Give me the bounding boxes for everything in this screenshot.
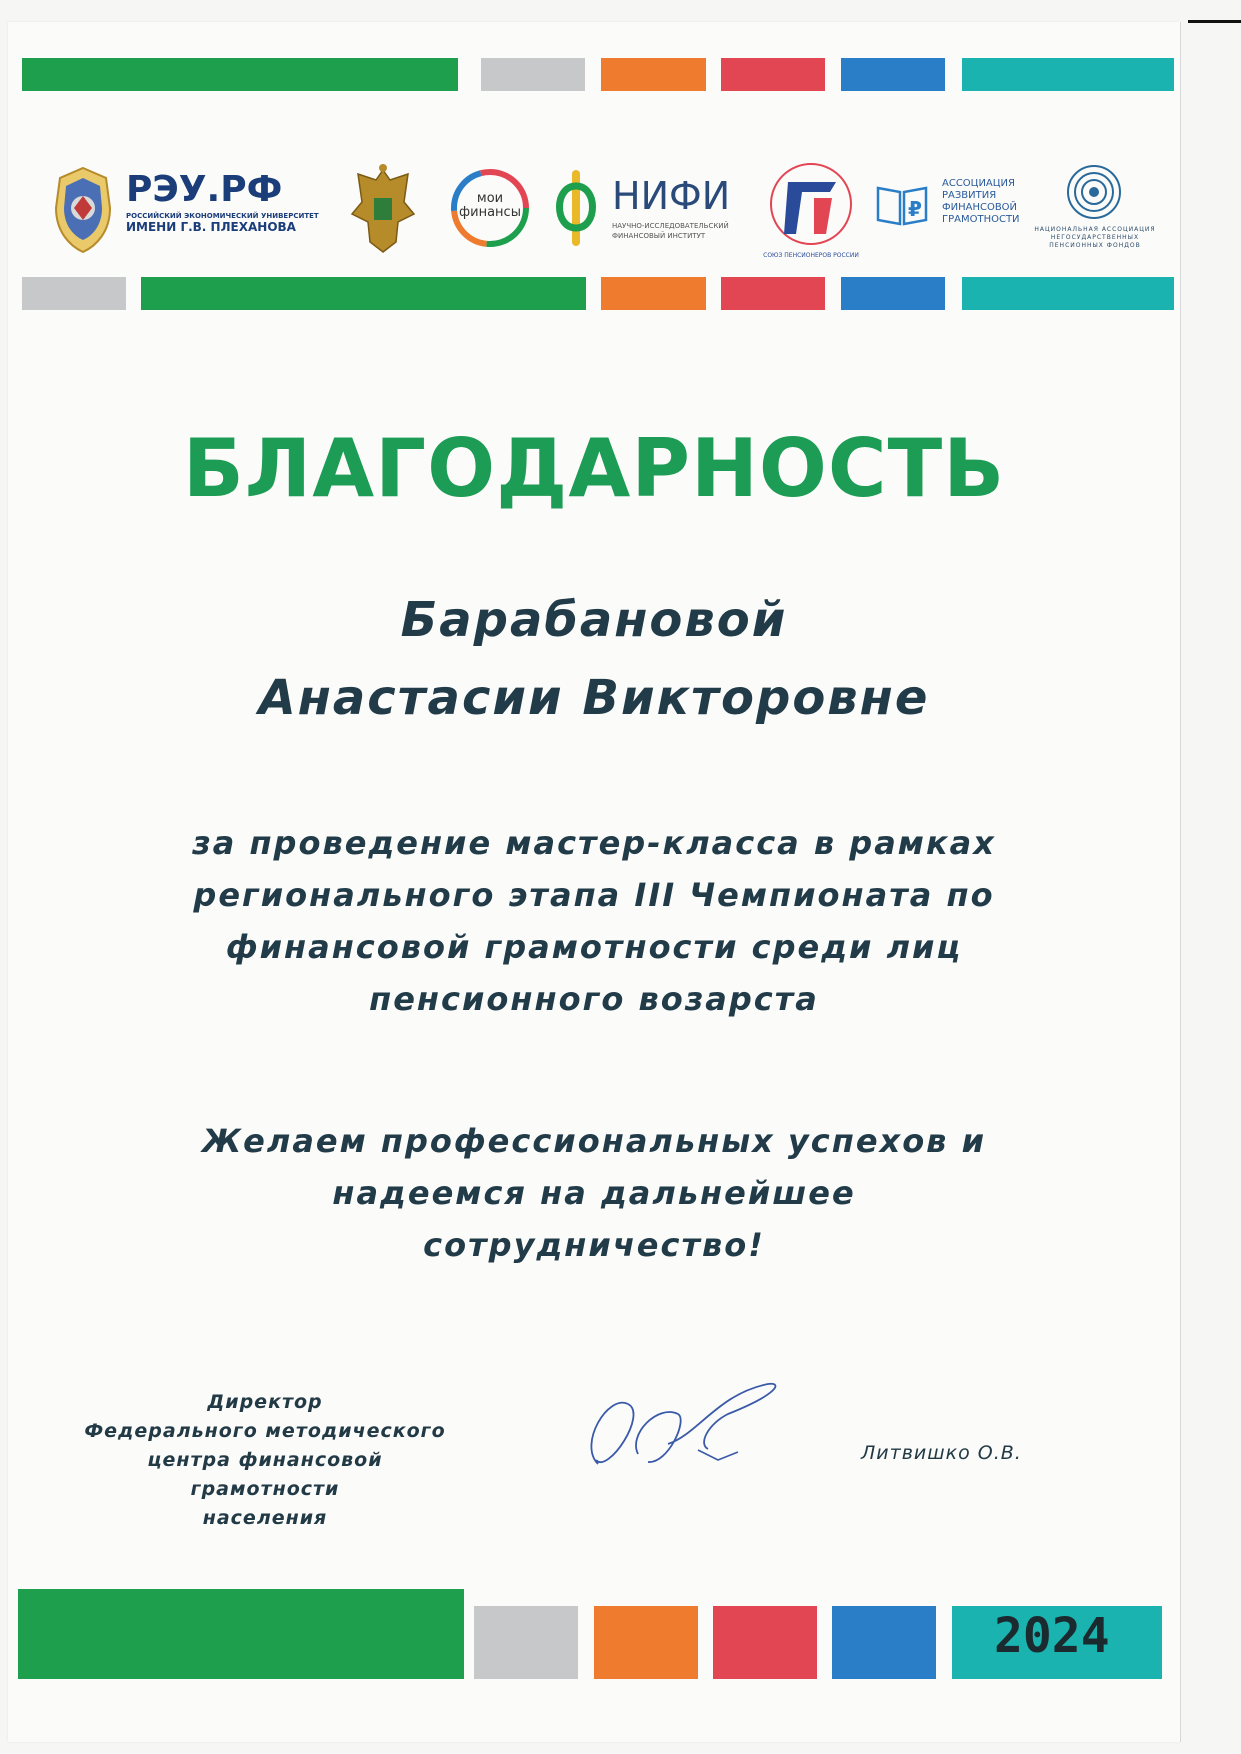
certificate-sheet <box>8 22 1180 1742</box>
napf-line-3: ПЕНСИОННЫХ ФОНДОВ <box>1049 242 1141 249</box>
signer-position-line-3: центра финансовой грамотности <box>147 1449 383 1500</box>
reu-subtitle-1: РОССИЙСКИЙ ЭКОНОМИЧЕСКИЙ УНИВЕРСИТЕТ <box>126 212 319 220</box>
top-bar-green <box>22 58 458 91</box>
reason-line-1: за проведение мастер-класса в рамках <box>192 824 996 862</box>
napf-line-2: НЕГОСУДАРСТВЕННЫХ <box>1050 234 1140 241</box>
association-logo <box>874 178 1034 248</box>
reu-subtitle-2: ИМЕНИ Г.В. ПЛЕХАНОВА <box>126 220 296 234</box>
napf-spiral-icon <box>1064 162 1124 222</box>
reason-line-4: пенсионного возарста <box>369 980 819 1018</box>
top-bar-orange <box>601 58 706 91</box>
partner-logos <box>8 152 1180 272</box>
wish-line-3: сотрудничество! <box>423 1226 765 1264</box>
top-bar-teal <box>962 58 1174 91</box>
mid-bar-green <box>141 277 586 310</box>
handwritten-signature <box>568 1374 798 1484</box>
pension-union-logo <box>756 154 866 266</box>
mid-bar-orange <box>601 277 706 310</box>
reu-emblem-icon <box>48 164 118 254</box>
pension-union-emblem-icon <box>756 154 866 254</box>
wish-line-1: Желаем профессиональных успехов и <box>202 1122 986 1160</box>
top-bar-red <box>721 58 825 91</box>
recipient-surname: Барабановой <box>400 592 788 648</box>
minfin-eagle-icon <box>348 162 418 257</box>
nifi-subtitle-1: НАУЧНО-ИССЛЕДОВАТЕЛЬСКИЙ <box>612 222 729 230</box>
moi-finansy-text-2: финансы <box>459 205 521 220</box>
reu-title: РЭУ.РФ <box>126 169 283 210</box>
reason-line-3: финансовой грамотности среди лиц <box>225 928 963 966</box>
association-line-2: РАЗВИТИЯ <box>942 190 997 201</box>
bottom-bar-gray <box>474 1606 578 1679</box>
association-line-4: ГРАМОТНОСТИ <box>942 214 1020 225</box>
mid-bar-blue <box>841 277 945 310</box>
nifi-logo <box>548 166 748 250</box>
mid-bar-gray <box>22 277 126 310</box>
moi-finansy-text-1: мои <box>476 191 504 206</box>
signer-position-line-1: Директор <box>207 1391 323 1413</box>
association-line-3: ФИНАНСОВОЙ <box>942 202 1018 213</box>
sheet-edge <box>1180 22 1181 1742</box>
scan-edge-mark <box>1188 20 1241 23</box>
certificate-title: БЛАГОДАРНОСТЬ <box>182 422 1006 515</box>
wish-line-2: надеемся на дальнейшее <box>332 1174 856 1212</box>
bottom-bar-green <box>18 1589 464 1679</box>
top-bar-blue <box>841 58 945 91</box>
napf-logo <box>1030 162 1160 262</box>
reason-line-2: регионального этапа III Чемпионата по <box>193 876 995 914</box>
signer-position-line-2: Федерального методического <box>84 1420 446 1442</box>
nifi-subtitle-2: ФИНАНСОВЫЙ ИНСТИТУТ <box>612 232 706 240</box>
year-label: 2024 <box>994 1608 1110 1664</box>
nifi-phi-icon <box>548 166 608 250</box>
bottom-bar-orange <box>594 1606 698 1679</box>
mid-bar-red <box>721 277 825 310</box>
recipient-given-names: Анастасии Викторовне <box>258 670 930 726</box>
reu-logo <box>126 170 336 240</box>
ruble-book-icon <box>874 182 930 228</box>
association-line-1: АССОЦИАЦИЯ <box>942 178 1015 189</box>
svg-text:₽: ₽ <box>908 197 922 221</box>
signer-position <box>80 1388 450 1533</box>
bottom-bar-blue <box>832 1606 936 1679</box>
signer-name: Литвишко О.В. <box>861 1442 1022 1464</box>
bottom-bar-red <box>713 1606 817 1679</box>
moi-finansy-logo <box>448 166 532 250</box>
nifi-title: НИФИ <box>612 174 731 218</box>
mid-bar-teal <box>962 277 1174 310</box>
signer-position-line-4: населения <box>202 1507 328 1529</box>
napf-line-1: НАЦИОНАЛЬНАЯ АССОЦИАЦИЯ <box>1034 226 1156 233</box>
top-bar-gray <box>481 58 585 91</box>
pension-union-subtitle: СОЮЗ ПЕНСИОНЕРОВ РОССИИ <box>763 252 859 259</box>
